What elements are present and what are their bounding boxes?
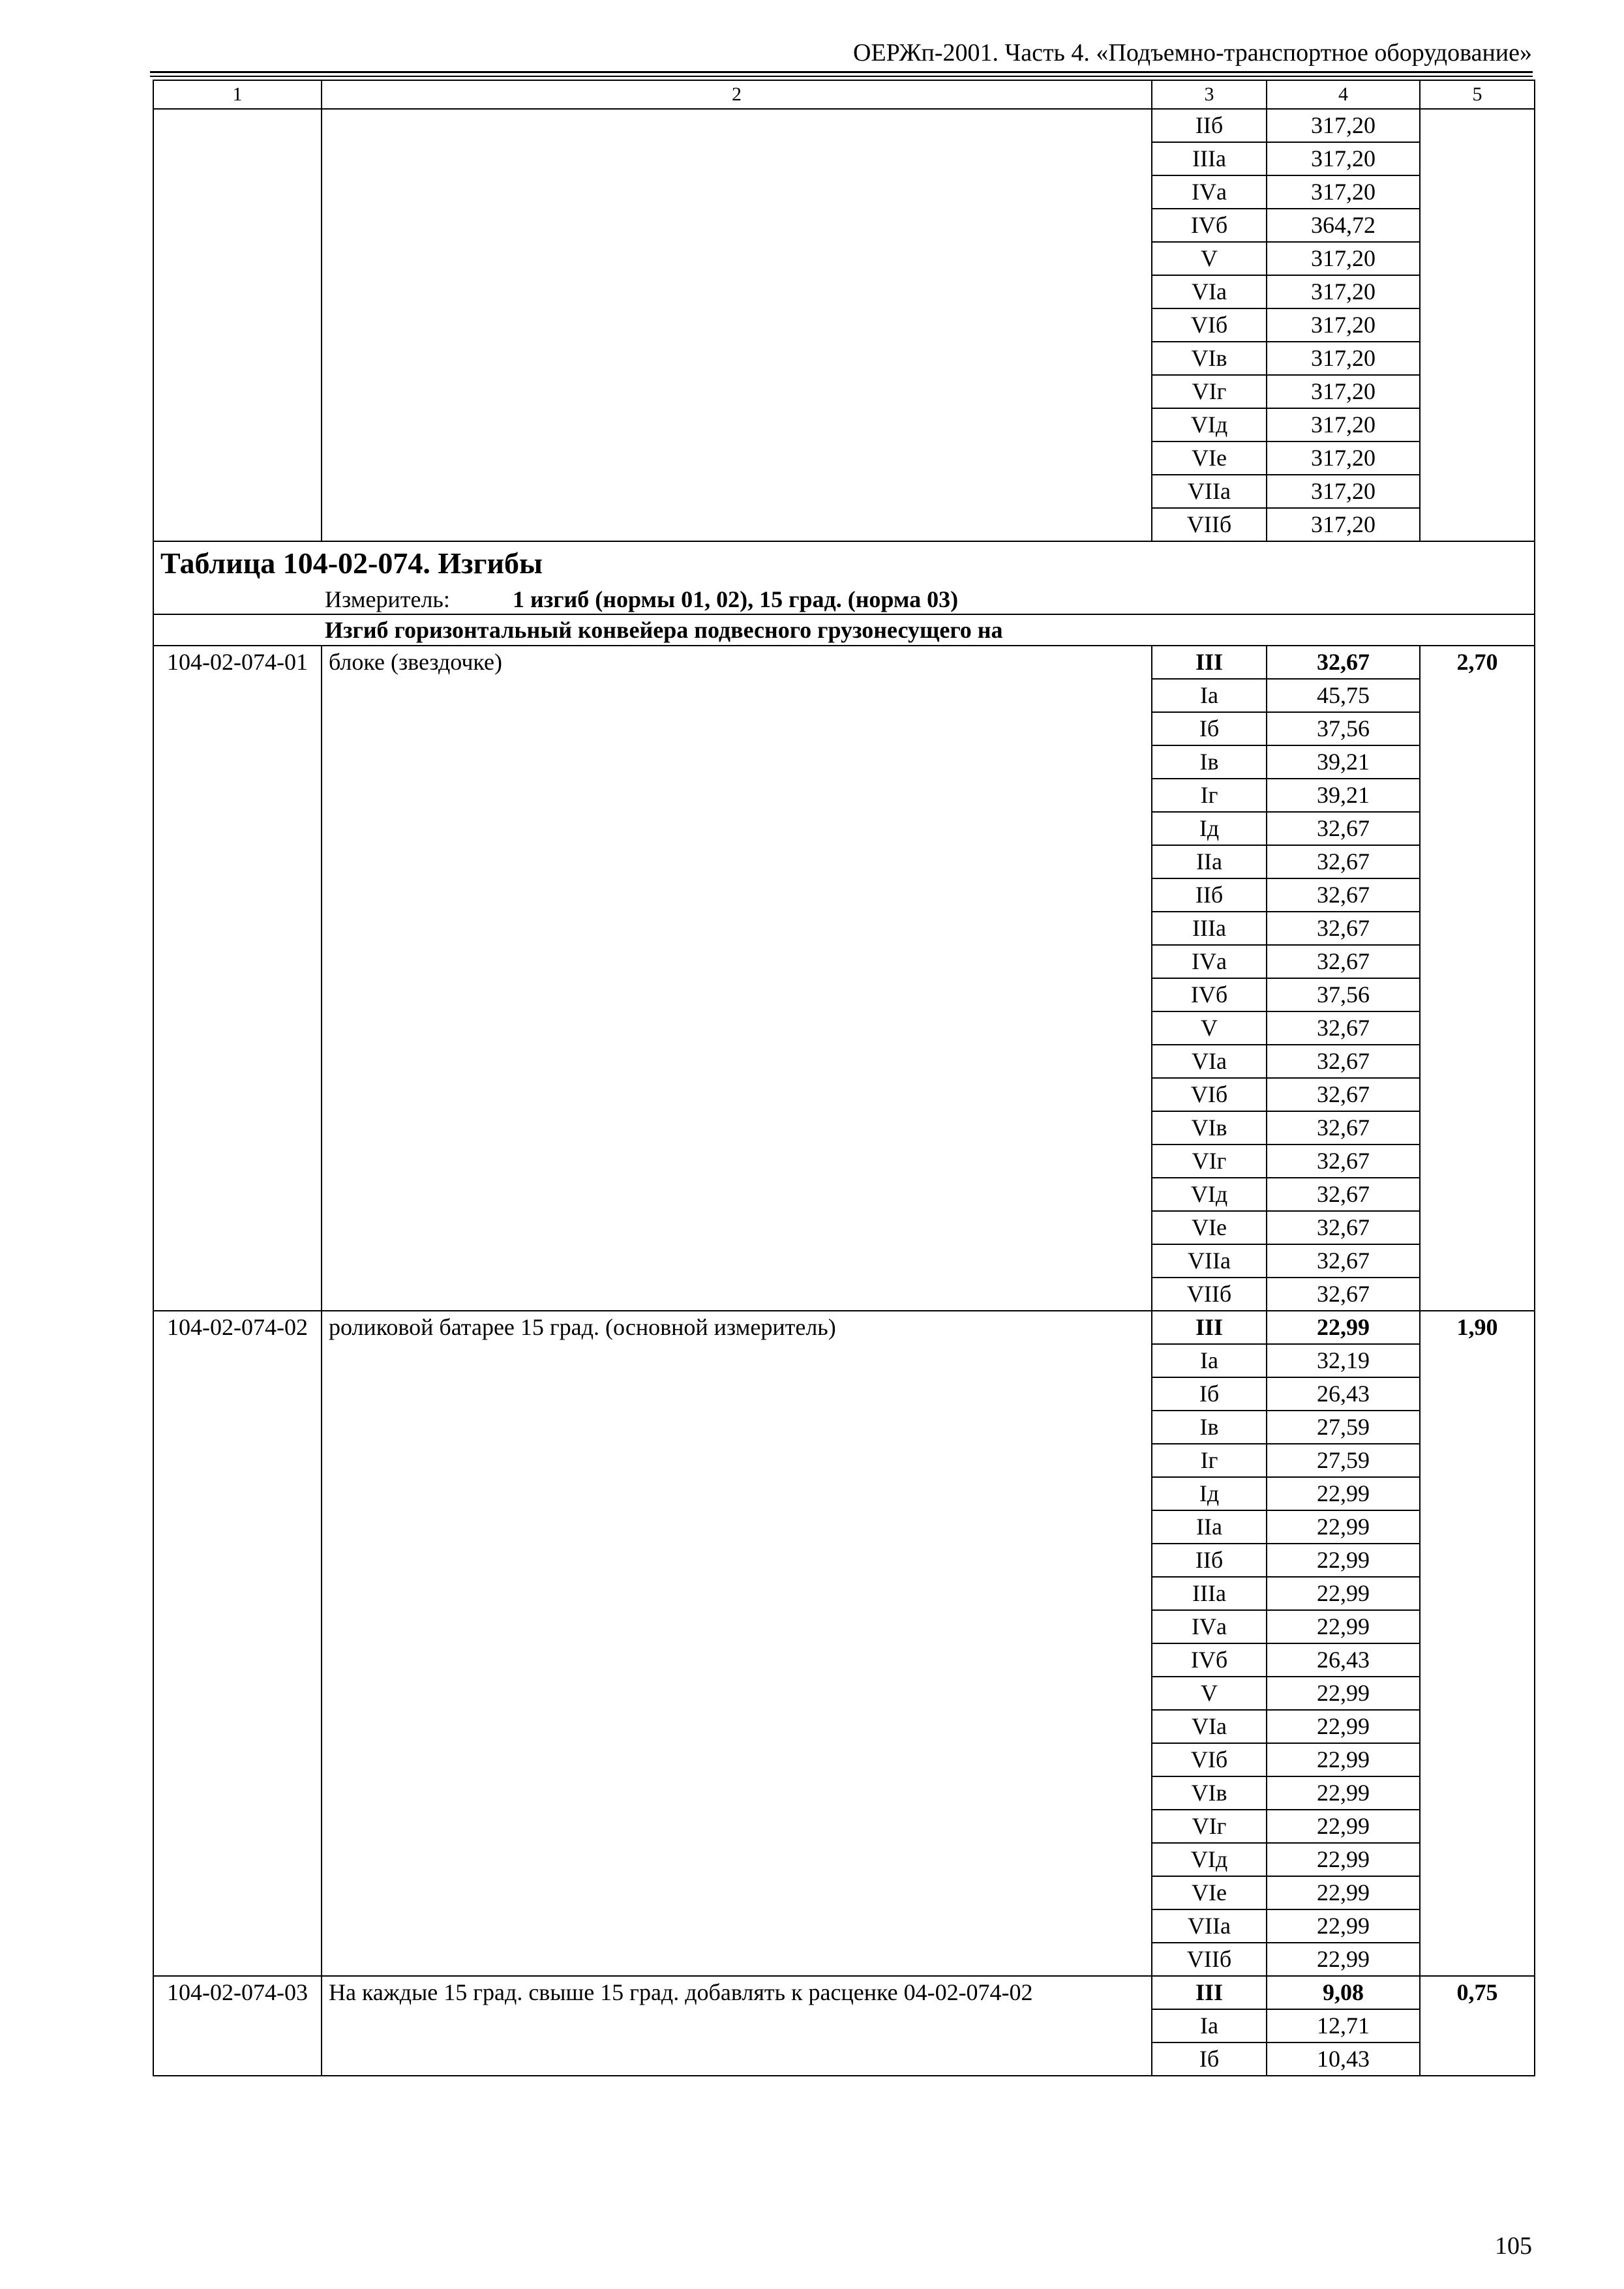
zone-cell: IIIа xyxy=(1152,142,1267,175)
price-cell: 22,99 xyxy=(1267,1311,1420,1344)
col5-cell: 0,75 xyxy=(1420,1976,1535,2076)
price-cell: 22,99 xyxy=(1267,1843,1420,1876)
zone-cell: Iг xyxy=(1152,779,1267,812)
price-cell: 22,99 xyxy=(1267,1610,1420,1643)
zone-cell: Iа xyxy=(1152,1344,1267,1377)
zone-cell: IVб xyxy=(1152,1643,1267,1677)
col5-cell xyxy=(1420,109,1535,541)
description-cell: На каждые 15 град. свыше 15 град. добавлять к расценке 04-02-074-02 xyxy=(322,1976,1152,2076)
price-cell: 32,67 xyxy=(1267,1178,1420,1211)
zone-cell: VIIб xyxy=(1152,508,1267,541)
price-cell: 39,21 xyxy=(1267,779,1420,812)
running-header: ОЕРЖп-2001. Часть 4. «Подъемно-транспортное оборудование» xyxy=(853,39,1532,67)
price-cell: 37,56 xyxy=(1267,978,1420,1011)
zone-cell: Iб xyxy=(1152,1377,1267,1411)
zone-cell: VIа xyxy=(1152,1710,1267,1743)
zone-cell: VIд xyxy=(1152,408,1267,441)
price-cell: 22,99 xyxy=(1267,1943,1420,1976)
description-cell: роликовой батарее 15 град. (основной измеритель) xyxy=(322,1311,1152,1976)
zone-cell: VIб xyxy=(1152,308,1267,342)
zone-cell: IIб xyxy=(1152,109,1267,142)
price-cell: 32,67 xyxy=(1267,1111,1420,1144)
zone-cell: VIг xyxy=(1152,1144,1267,1178)
price-cell: 32,67 xyxy=(1267,878,1420,912)
zone-cell: IVб xyxy=(1152,978,1267,1011)
zone-cell: VIв xyxy=(1152,1111,1267,1144)
measure-cell xyxy=(153,585,1535,614)
code-cell: 104-02-074-02 xyxy=(153,1311,322,1976)
price-cell: 32,67 xyxy=(1267,1144,1420,1178)
zone-cell: III xyxy=(1152,1311,1267,1344)
page-number: 105 xyxy=(1495,2232,1532,2260)
price-cell: 317,20 xyxy=(1267,242,1420,275)
price-cell: 317,20 xyxy=(1267,441,1420,475)
table-row xyxy=(153,1311,1535,1344)
price-cell: 317,20 xyxy=(1267,342,1420,375)
section-cell xyxy=(153,614,1535,646)
zone-cell: IIIа xyxy=(1152,1577,1267,1610)
price-cell: 22,99 xyxy=(1267,1677,1420,1710)
zone-cell: VIе xyxy=(1152,441,1267,475)
zone-cell: IIа xyxy=(1152,845,1267,878)
column-header: 3 xyxy=(1152,80,1267,109)
zone-cell: III xyxy=(1152,646,1267,679)
price-cell: 317,20 xyxy=(1267,109,1420,142)
price-cell: 26,43 xyxy=(1267,1377,1420,1411)
column-header: 4 xyxy=(1267,80,1420,109)
price-cell: 37,56 xyxy=(1267,712,1420,745)
zone-cell: Iд xyxy=(1152,812,1267,845)
zone-cell: IIб xyxy=(1152,1544,1267,1577)
zone-cell: VIа xyxy=(1152,1045,1267,1078)
price-cell: 32,67 xyxy=(1267,1045,1420,1078)
zone-cell: VIб xyxy=(1152,1743,1267,1776)
price-cell: 10,43 xyxy=(1267,2042,1420,2076)
price-cell: 317,20 xyxy=(1267,375,1420,408)
price-cell: 32,67 xyxy=(1267,1211,1420,1244)
zone-cell: VIа xyxy=(1152,275,1267,308)
table-row xyxy=(153,646,1535,679)
zone-cell: Iг xyxy=(1152,1444,1267,1477)
table-row xyxy=(153,1976,1535,2009)
zone-cell: IIа xyxy=(1152,1510,1267,1544)
price-cell: 22,99 xyxy=(1267,1510,1420,1544)
table-caption-row xyxy=(153,541,1535,585)
price-cell: 317,20 xyxy=(1267,408,1420,441)
zone-cell: VIд xyxy=(1152,1178,1267,1211)
price-cell: 317,20 xyxy=(1267,142,1420,175)
zone-cell: VIг xyxy=(1152,375,1267,408)
rates-table-body xyxy=(153,80,1535,2076)
zone-cell: V xyxy=(1152,242,1267,275)
price-cell: 32,67 xyxy=(1267,812,1420,845)
zone-cell: Iв xyxy=(1152,745,1267,779)
zone-cell: VIд xyxy=(1152,1843,1267,1876)
zone-cell: Iб xyxy=(1152,712,1267,745)
measure-row xyxy=(153,585,1535,614)
zone-cell: IVа xyxy=(1152,945,1267,978)
zone-cell: IIб xyxy=(1152,878,1267,912)
zone-cell: Iб xyxy=(1152,2042,1267,2076)
zone-cell: VIе xyxy=(1152,1876,1267,1909)
price-cell: 9,08 xyxy=(1267,1976,1420,2009)
zone-cell: IVа xyxy=(1152,1610,1267,1643)
zone-cell: VIIб xyxy=(1152,1943,1267,1976)
price-cell: 32,67 xyxy=(1267,1011,1420,1045)
zone-cell: Iа xyxy=(1152,2009,1267,2042)
price-cell: 27,59 xyxy=(1267,1411,1420,1444)
code-cell: 104-02-074-01 xyxy=(153,646,322,1311)
price-cell: 22,99 xyxy=(1267,1743,1420,1776)
price-cell: 317,20 xyxy=(1267,308,1420,342)
price-cell: 22,99 xyxy=(1267,1909,1420,1943)
price-cell: 364,72 xyxy=(1267,209,1420,242)
price-cell: 22,99 xyxy=(1267,1710,1420,1743)
price-cell: 45,75 xyxy=(1267,679,1420,712)
column-header: 2 xyxy=(322,80,1152,109)
price-cell: 27,59 xyxy=(1267,1444,1420,1477)
column-header: 1 xyxy=(153,80,322,109)
section-row xyxy=(153,614,1535,646)
price-cell: 32,19 xyxy=(1267,1344,1420,1377)
price-cell: 317,20 xyxy=(1267,508,1420,541)
zone-cell: IVб xyxy=(1152,209,1267,242)
col5-cell: 1,90 xyxy=(1420,1311,1535,1976)
description-cell: блоке (звездочке) xyxy=(322,646,1152,1311)
zone-cell: IVа xyxy=(1152,175,1267,209)
price-cell: 32,67 xyxy=(1267,912,1420,945)
zone-cell: V xyxy=(1152,1011,1267,1045)
price-cell: 32,67 xyxy=(1267,845,1420,878)
measure-label: Измеритель: xyxy=(325,586,450,612)
price-cell: 317,20 xyxy=(1267,175,1420,209)
zone-cell: VIIб xyxy=(1152,1278,1267,1311)
price-cell: 317,20 xyxy=(1267,475,1420,508)
price-cell: 32,67 xyxy=(1267,1078,1420,1111)
price-cell: 12,71 xyxy=(1267,2009,1420,2042)
price-cell: 26,43 xyxy=(1267,1643,1420,1677)
zone-cell: Iв xyxy=(1152,1411,1267,1444)
code-cell xyxy=(153,109,322,541)
zone-cell: III xyxy=(1152,1976,1267,2009)
rates-table xyxy=(153,80,1535,2076)
table-row xyxy=(153,109,1535,142)
price-cell: 22,99 xyxy=(1267,1477,1420,1510)
price-cell: 22,99 xyxy=(1267,1776,1420,1810)
price-cell: 39,21 xyxy=(1267,745,1420,779)
price-cell: 22,99 xyxy=(1267,1544,1420,1577)
column-header-row xyxy=(153,80,1535,109)
zone-cell: VIв xyxy=(1152,342,1267,375)
price-cell: 22,99 xyxy=(1267,1810,1420,1843)
table-caption xyxy=(153,541,1535,585)
measure-value: 1 изгиб (нормы 01, 02), 15 град. (норма 03) xyxy=(513,586,959,612)
column-header: 5 xyxy=(1420,80,1535,109)
zone-cell: VIб xyxy=(1152,1078,1267,1111)
zone-cell: Iд xyxy=(1152,1477,1267,1510)
price-cell: 32,67 xyxy=(1267,1244,1420,1278)
header-rule xyxy=(150,71,1533,73)
zone-cell: VIIа xyxy=(1152,475,1267,508)
zone-cell: Iа xyxy=(1152,679,1267,712)
col5-cell: 2,70 xyxy=(1420,646,1535,1311)
price-cell: 22,99 xyxy=(1267,1876,1420,1909)
header-rule-thin xyxy=(150,76,1533,77)
table-title: Таблица 104-02-074. Изгибы xyxy=(160,546,543,580)
price-cell: 22,99 xyxy=(1267,1577,1420,1610)
description-cell xyxy=(322,109,1152,541)
zone-cell: VIг xyxy=(1152,1810,1267,1843)
section-heading: Изгиб горизонтальный конвейера подвесного грузонесущего на xyxy=(325,617,1003,643)
price-cell: 32,67 xyxy=(1267,646,1420,679)
zone-cell: V xyxy=(1152,1677,1267,1710)
price-cell: 32,67 xyxy=(1267,945,1420,978)
code-cell: 104-02-074-03 xyxy=(153,1976,322,2076)
zone-cell: VIв xyxy=(1152,1776,1267,1810)
zone-cell: IIIа xyxy=(1152,912,1267,945)
zone-cell: VIIа xyxy=(1152,1244,1267,1278)
price-cell: 317,20 xyxy=(1267,275,1420,308)
zone-cell: VIIа xyxy=(1152,1909,1267,1943)
price-cell: 32,67 xyxy=(1267,1278,1420,1311)
zone-cell: VIе xyxy=(1152,1211,1267,1244)
